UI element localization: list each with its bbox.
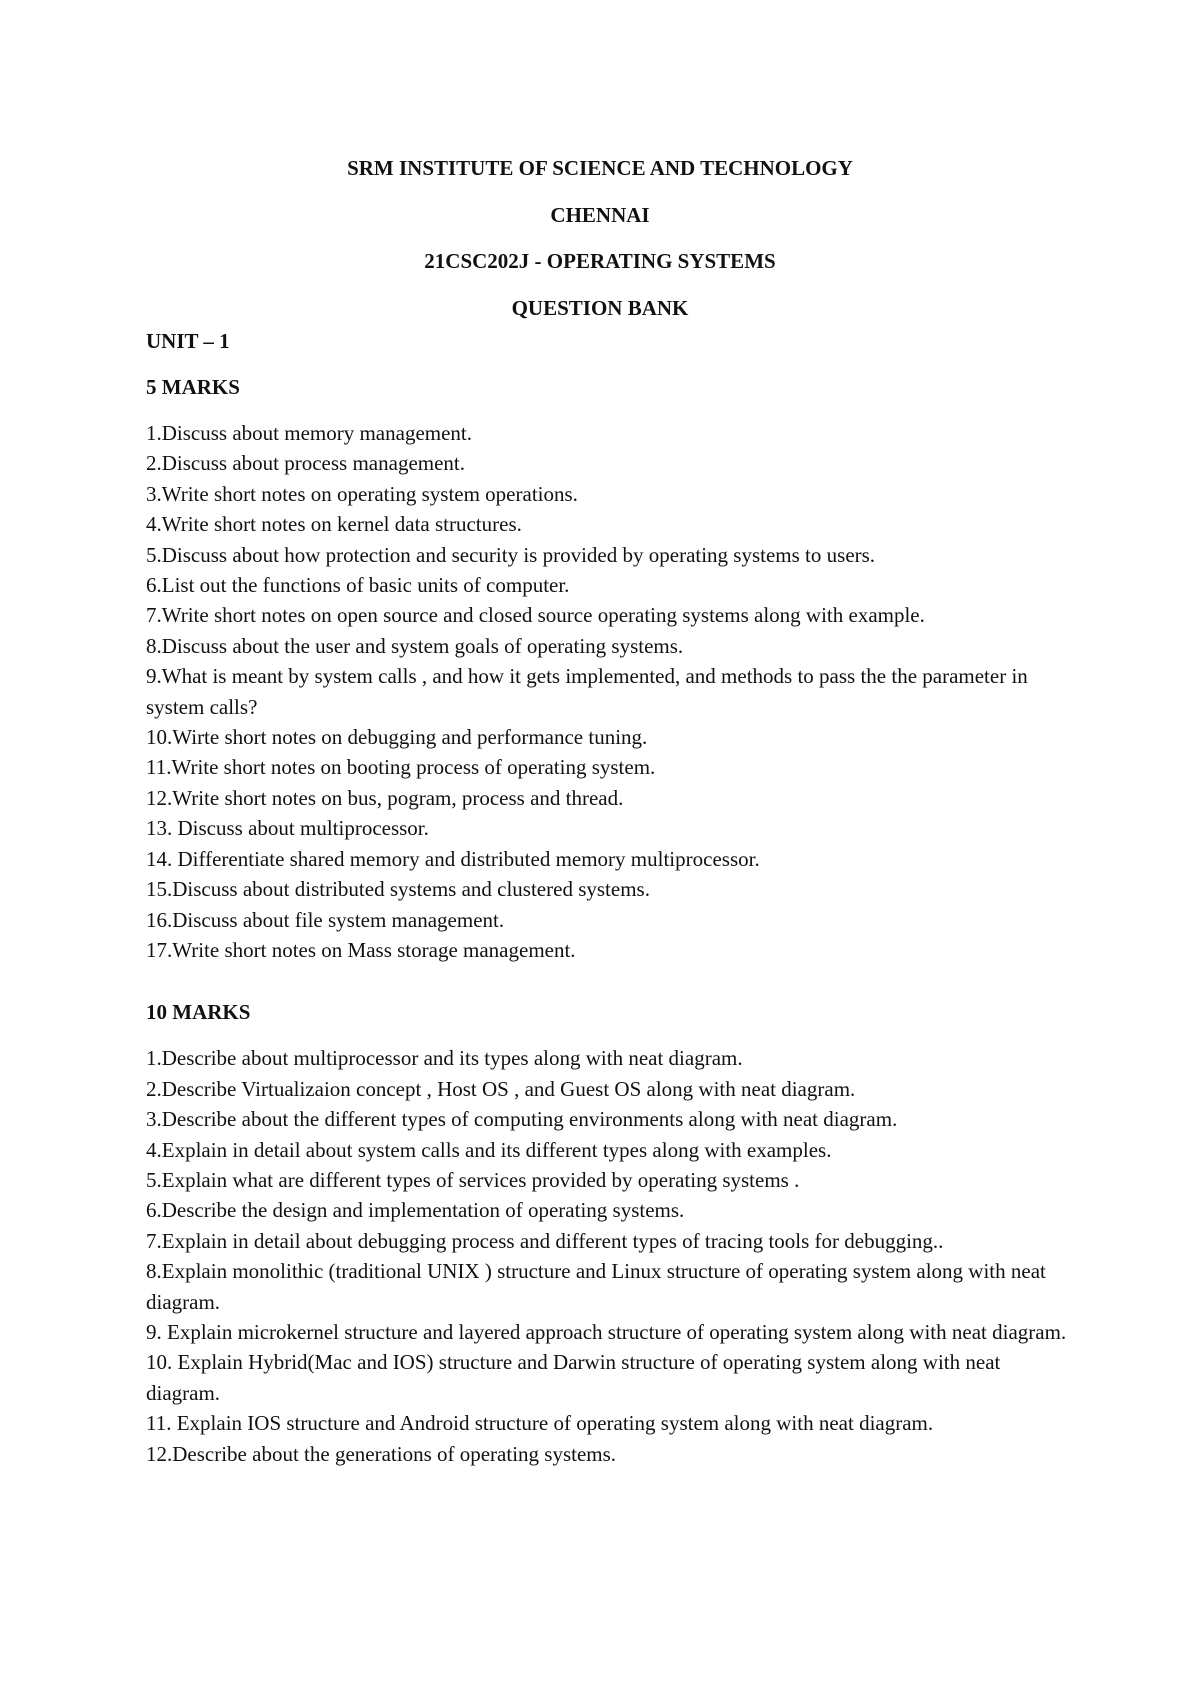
question-item: 15.Discuss about distributed systems and clustered systems. (146, 877, 650, 902)
question-item: 1.Discuss about memory management. (146, 421, 473, 445)
city-name: CHENNAI (550, 202, 650, 227)
question-item: 7.Write short notes on open source and closed source operating systems along with example. (146, 603, 925, 628)
question-item: 8.Explain monolithic (traditional UNIX ) structure and Linux structure of operating system along with neat diagram. (146, 1259, 1046, 1314)
section-heading: 10 MARKS (146, 1000, 251, 1025)
course-title: 21CSC202J - OPERATING SYSTEMS (424, 249, 776, 273)
question-item: 10. Explain Hybrid(Mac and IOS) structure and Darwin structure of operating system along with neat diagram. (146, 1350, 1001, 1405)
question-item: 13. Discuss about multiprocessor. (146, 816, 429, 841)
question-item: 9.What is meant by system calls , and how it gets implemented, and methods to pass the the parameter in system calls? (146, 664, 1028, 719)
section-10-marks (146, 999, 1076, 1469)
question-item: 6.List out the functions of basic units of computer. (146, 573, 570, 598)
document-title: QUESTION BANK (511, 295, 689, 320)
question-list (146, 418, 1076, 965)
question-item: 3.Write short notes on operating system operations. (146, 481, 578, 506)
question-item: 7.Explain in detail about debugging process and different types of tracing tools for debugging.. (146, 1228, 944, 1253)
unit-heading: UNIT – 1 (146, 329, 230, 353)
document-header (0, 145, 1200, 331)
question-item: 4.Explain in detail about system calls and its different types along with examples. (146, 1137, 832, 1162)
section-heading: 5 MARKS (146, 375, 240, 399)
question-item: 8.Discuss about the user and system goals of operating systems. (146, 633, 684, 658)
question-list (146, 1043, 1076, 1469)
question-item: 5.Discuss about how protection and security is provided by operating systems to users. (146, 542, 876, 567)
question-item: 5.Explain what are different types of services provided by operating systems . (146, 1167, 800, 1192)
question-item: 12.Write short notes on bus, pogram, process and thread. (146, 785, 624, 810)
question-item: 6.Describe the design and implementation of operating systems. (146, 1198, 685, 1223)
question-item: 17.Write short notes on Mass storage management. (146, 937, 576, 962)
question-item: 1.Describe about multiprocessor and its types along with neat diagram. (146, 1046, 743, 1071)
document-body (146, 328, 1076, 1469)
question-item: 10.Wirte short notes on debugging and performance tuning. (146, 725, 648, 750)
question-item: 3.Describe about the different types of computing environments along with neat diagram. (146, 1107, 898, 1132)
question-item: 9. Explain microkernel structure and layered approach structure of operating system along with neat diagram. (146, 1319, 1067, 1344)
question-item: 14. Differentiate shared memory and distributed memory multiprocessor. (146, 846, 760, 871)
question-item: 2.Describe Virtualizaion concept , Host OS , and Guest OS along with neat diagram. (146, 1076, 856, 1101)
question-item: 12.Describe about the generations of operating systems. (146, 1441, 617, 1466)
question-item: 11. Explain IOS structure and Android structure of operating system along with neat diagram. (146, 1411, 934, 1436)
institution-name: SRM INSTITUTE OF SCIENCE AND TECHNOLOGY (347, 156, 853, 180)
question-item: 2.Discuss about process management. (146, 451, 466, 476)
question-item: 4.Write short notes on kernel data structures. (146, 512, 522, 537)
section-5-marks (146, 374, 1076, 965)
question-item: 16.Discuss about file system management. (146, 907, 505, 932)
question-item: 11.Write short notes on booting process of operating system. (146, 755, 656, 780)
